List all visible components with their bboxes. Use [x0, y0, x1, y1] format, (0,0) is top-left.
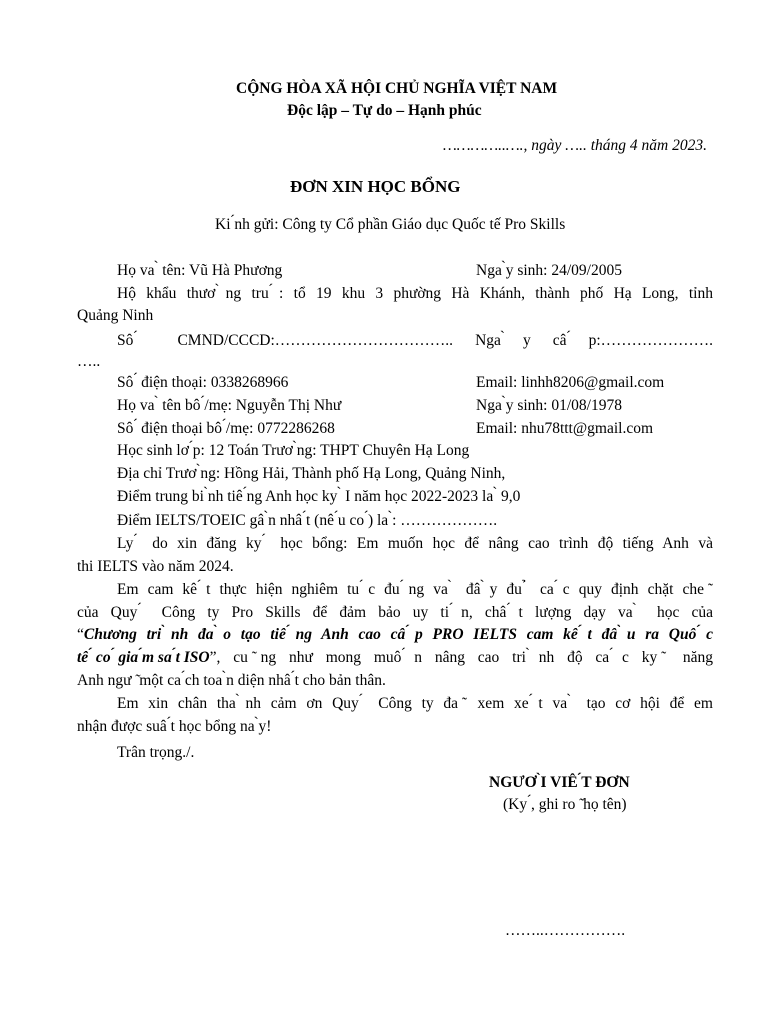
parent-phone: Sô ́ điện thoại bô ́/mẹ: 0772286268	[117, 420, 335, 437]
average-score: Điểm trung bi ̀nh tiê ́ng Anh học ky ̀ I năm học 2022-2023 la ̀ 9,0	[117, 488, 521, 505]
id-number-continuation: …..	[77, 353, 101, 370]
ielts-score: Điểm IELTS/TOEIC gâ ̀n nhâ ́t (nê ́u co ́) la ̀: ……………….	[117, 512, 498, 529]
closing-line: Trân trọng./.	[117, 744, 195, 761]
school-address: Địa chỉ Trươ ̀ng: Hồng Hải, Thành phố Hạ Long, Quảng Ninh,	[117, 465, 506, 482]
national-motto: Độc lập – Tự do – Hạnh phúc	[287, 102, 482, 119]
applicant-email: Email: linhh8206@gmail.com	[476, 374, 665, 391]
thanks-line-2: nhận được suâ ́t học bổng na ̀y!	[77, 718, 272, 735]
reason-line-2: thi IELTS vào năm 2024.	[77, 558, 234, 575]
document-title: ĐƠN XIN HỌC BỔNG	[290, 177, 461, 196]
commitment-line-2: của Quy ́ Công ty Pro Skills để đảm bảo uy ti ́n, châ ́t lượng dạy va ̀ học của	[77, 604, 713, 621]
parent-name: Họ va ̀ tên bô ́/mẹ: Nguyễn Thị Như	[117, 397, 342, 414]
signature-note: (Ky ́, ghi ro ̃ họ tên)	[503, 796, 627, 813]
commitment-line-4	[77, 650, 713, 666]
reason-line-1: Ly ́ do xin đăng ky ́ học bổng: Em muốn học để nâng cao trình độ tiếng Anh và	[117, 535, 713, 552]
recipient-line: Ki ́nh gửi: Công ty Cổ phần Giáo dục Quốc tế Pro Skills	[215, 216, 566, 233]
thanks-line-1: Em xin chân tha ̀nh cảm ơn Quy ́ Công ty đa ̃ xem xe ́t va ̀ tạo cơ hội để em	[117, 695, 713, 712]
applicant-phone: Sô ́ điện thoại: 0338268966	[117, 374, 289, 391]
country-name: CỘNG HÒA XÃ HỘI CHỦ NGHĨA VIỆT NAM	[236, 80, 558, 97]
commitment-line-5: Anh ngư ̃ một ca ́ch toa ̀n diện nhâ ́t cho bản thân.	[77, 672, 386, 689]
commitment-line-4-rest: ”, cu ̃ng như mong muô ́n nâng cao tri ̀nh độ ca ́c ky ̃ năng	[209, 649, 713, 666]
class-school: Học sinh lơ ́p: 12 Toán Trươ ̀ng: THPT Chuyên Hạ Long	[117, 442, 470, 459]
signature-dots: ……..…………….	[505, 922, 626, 939]
applicant-dob: Nga ̀y sinh: 24/09/2005	[476, 262, 622, 279]
applicant-name: Họ va ̀ tên: Vũ Hà Phương	[117, 262, 283, 279]
household-line-2: Quảng Ninh	[77, 307, 154, 324]
commitment-line-1: Em cam kê ́t thực hiện nghiêm tu ́c đu ́ng va ̀ đâ ̀y đu ̉ ca ́c quy định chặt che ̃	[117, 581, 713, 598]
signature-title: NGƯƠ ̀I VIÊ ́T ĐƠN	[489, 774, 630, 791]
parent-email: Email: nhu78ttt@gmail.com	[476, 420, 654, 437]
program-name-part-1: Chương tri ̀nh đa ̀o tạo tiê ́ng Anh cao câ ́p PRO IELTS cam kê ́t đâ ̀u ra Quô ́c	[83, 626, 713, 643]
household-line-1: Hộ khẩu thươ ̀ng tru ́: tổ 19 khu 3 phường Hà Khánh, thành phố Hạ Long, tỉnh	[117, 285, 713, 302]
date-line: …………..…., ngày ….. tháng 4 năm 2023.	[443, 137, 707, 154]
program-name-part-2: tê ́ co ́ gia ́m sa ́t ISO	[77, 649, 210, 666]
commitment-line-3	[77, 627, 713, 643]
open-quote: “	[77, 626, 84, 643]
id-number-line: Sô ́ CMND/CCCD:…………………………….. Nga ̀y câ ́p:………………….	[117, 332, 713, 349]
parent-dob: Nga ̀y sinh: 01/08/1978	[476, 397, 622, 414]
